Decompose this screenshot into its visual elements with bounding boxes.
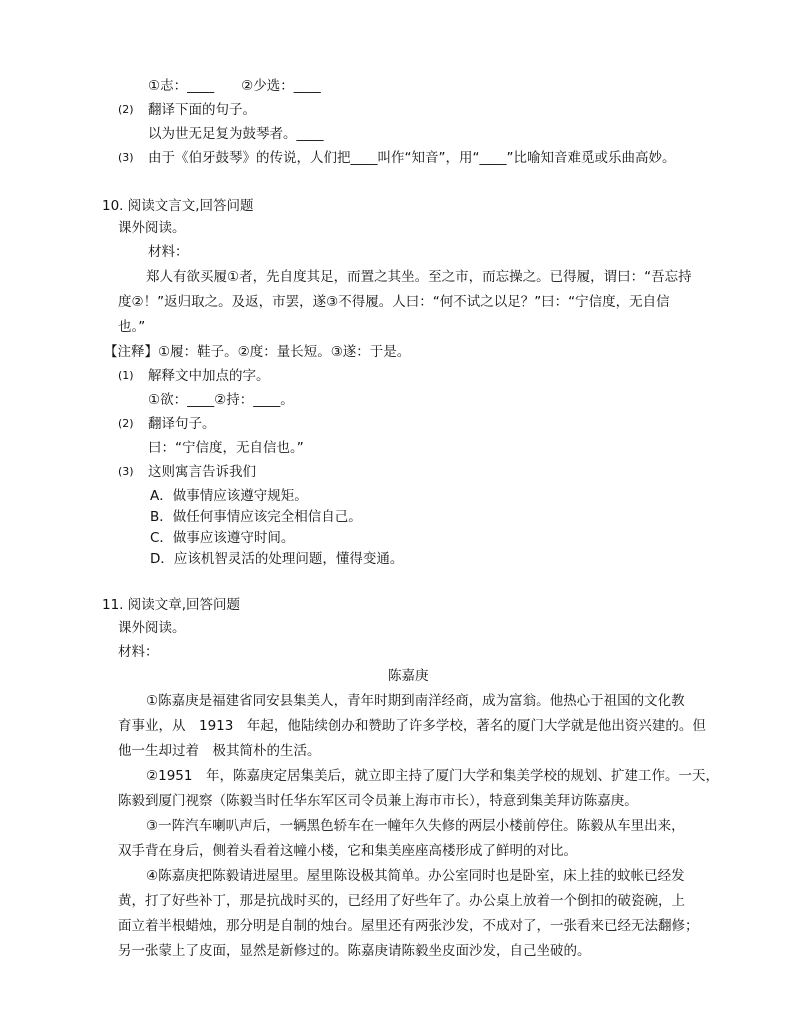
q10-item1-text: 解释文中加点的字。 (148, 368, 270, 384)
q10-item1-blanks: ①欲：____②持：____。 (148, 392, 294, 408)
q11-article-line: 他一生却过着 极其简朴的生活。 (118, 743, 321, 759)
q11-article-line: ②1951 年，陈嘉庚定居集美后，就立即主持了厦门大学和集美学校的规划、扩建工作。一天， (146, 768, 719, 784)
q9-item2-number: (2) (118, 103, 134, 116)
q10-item2-number: (2) (118, 417, 134, 430)
q10-note: 【注释】①履：鞋子。②度：量长短。③遂：于是。 (104, 344, 411, 360)
q11-article-line: ④陈嘉庚把陈毅请进屋里。屋里陈设极其简单。办公室同时也是卧室，床上挂的蚊帐已经发 (146, 868, 685, 884)
q11-article-line: 黄，打了好些补丁，那是抗战时买的，已经用了好些年了。办公桌上放着一个倒扣的破瓷碗，上 (118, 893, 685, 909)
q10-item2-sentence: 曰：“宁信度，无自信也。” (148, 440, 304, 456)
q11-article-line: 另一张蒙上了皮面，显然是新修过的。陈嘉庚请陈毅坐皮面沙发，自己坐破的。 (118, 943, 591, 959)
q10-subtitle: 课外阅读。 (118, 220, 186, 236)
q11-article-line: 双手背在身后，侧着头看着这幢小楼，它和集美座座高楼形成了鲜明的对比。 (118, 843, 577, 859)
q9-item3-text: 由于《伯牙鼓琴》的传说，人们把____叫作“知音”，用“____”比喻知音难觅或乐曲高妙。 (148, 150, 676, 166)
q10-item3-number: (3) (118, 465, 134, 478)
q10-passage-line: 度②！”返归取之。及返，市罢，遂③不得履。人曰：“何不试之以足？”曰：“宁信度，无自信 (118, 294, 670, 310)
q10-option-d[interactable]: D．应该机智灵活的处理问题，懂得变通。 (150, 551, 404, 567)
q9-item1-blanks: ①志：____ ②少选：____ (148, 78, 321, 94)
q11-article-line: ③一阵汽车喇叭声后，一辆黑色轿车在一幢年久失修的两层小楼前停住。陈毅从车里出来， (146, 818, 685, 834)
q10-title: 10. 阅读文言文,回答问题 (102, 198, 254, 214)
q10-passage-line: 也。” (118, 319, 146, 335)
q10-option-c[interactable]: C．做事应该遵守时间。 (150, 530, 295, 546)
q10-item2-text: 翻译句子。 (148, 416, 216, 432)
q9-item2-sentence: 以为世无足复为鼓琴者。____ (148, 126, 324, 142)
q10-option-a[interactable]: A．做事情应该遵守规矩。 (150, 488, 308, 504)
q10-material-label: 材料： (148, 244, 189, 260)
q11-title: 11. 阅读文章,回答问题 (102, 597, 241, 613)
q9-item2-text: 翻译下面的句子。 (148, 102, 256, 118)
q10-item1-number: (1) (118, 369, 134, 382)
q11-article-line: 面立着半根蜡烛，那分明是自制的烛台。屋里还有两张沙发，不成对了，一张看来已经无法翻修； (118, 918, 699, 934)
q10-option-b[interactable]: B．做任何事情应该完全相信自己。 (150, 509, 362, 525)
q11-material-label: 材料： (118, 644, 159, 660)
q11-article-line: ①陈嘉庚是福建省同安县集美人，青年时期到南洋经商，成为富翁。他热心于祖国的文化教 (146, 693, 685, 709)
q11-subtitle: 课外阅读。 (118, 620, 186, 636)
q10-item3-text: 这则寓言告诉我们 (148, 464, 256, 480)
q9-item3-number: (3) (118, 151, 134, 164)
q10-passage-line: 郑人有欲买履①者，先自度其足，而置之其坐。至之市，而忘操之。已得履，谓曰：“吾忘持 (146, 269, 692, 285)
q11-article-line: 育事业，从 1913 年起，他陆续创办和赞助了许多学校，著名的厦门大学就是他出资兴建的。但 (118, 718, 706, 734)
q11-article-line: 陈毅到厦门视察（陈毅当时任华东军区司令员兼上海市市长），特意到集美拜访陈嘉庚。 (118, 793, 638, 809)
q11-article-title: 陈嘉庚 (388, 668, 429, 684)
